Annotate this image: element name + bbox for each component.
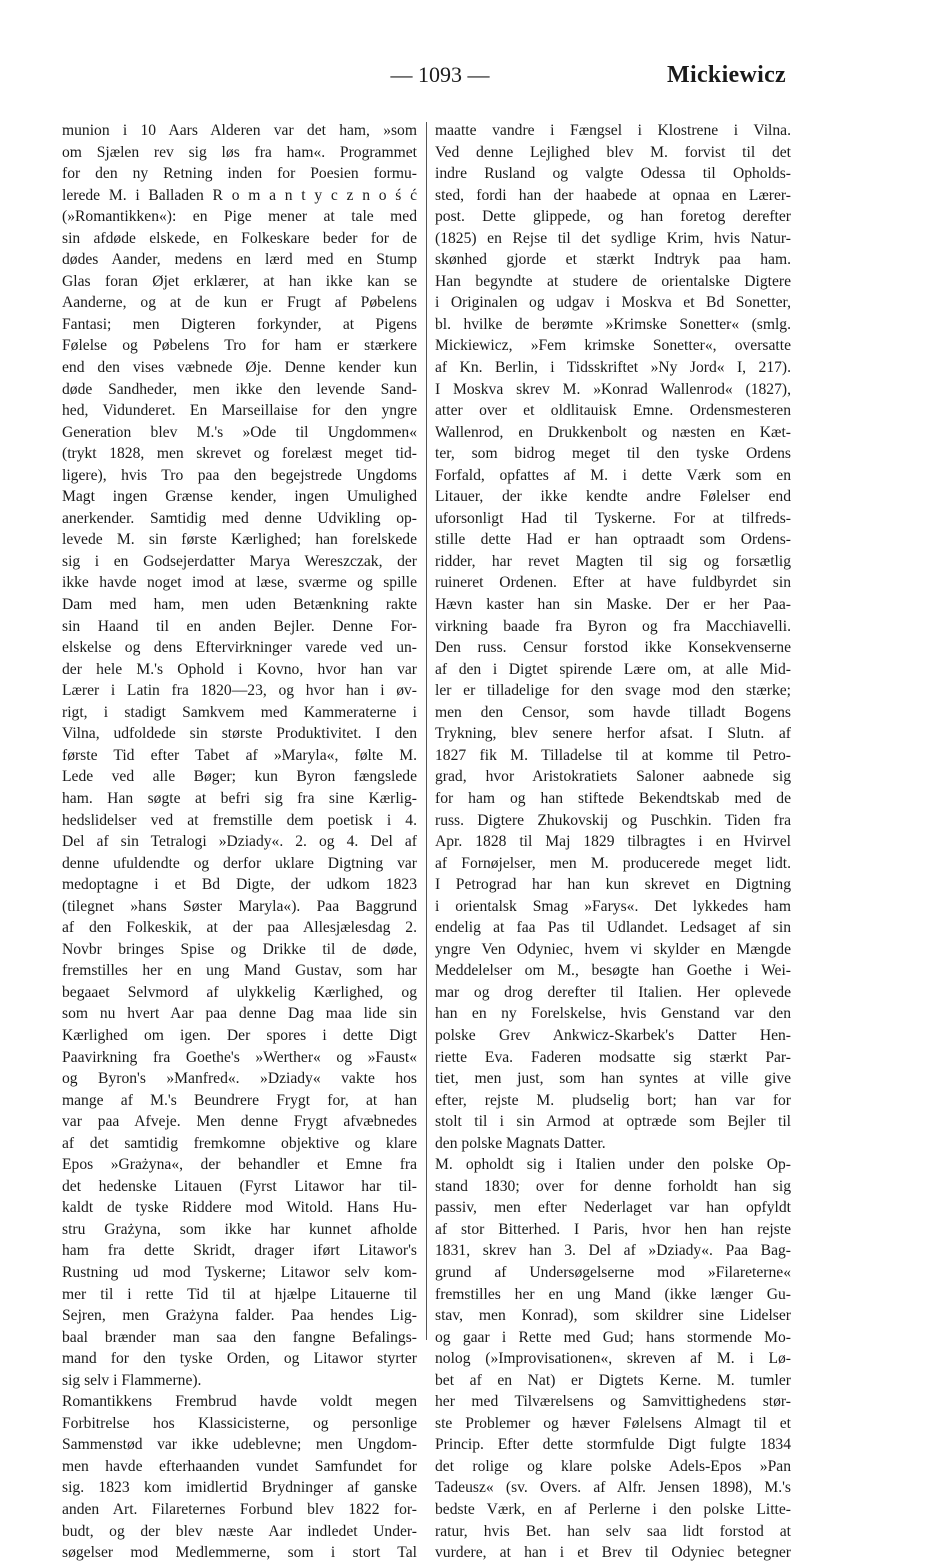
text-line: mar og drog derefter til Italien. Her oplevede: [435, 983, 791, 1001]
text-line: for den ny Retning inden for Poesien formu-: [62, 165, 417, 183]
text-line: mange af M.'s Beundrere Frygt for, at han: [62, 1091, 417, 1109]
page-header: [0, 62, 928, 102]
text-line: Dam med ham, men uden Betænkning rakte: [62, 596, 417, 614]
text-line: (1825) en Rejse til det sydlige Krim, hvis Natur-: [435, 229, 791, 247]
text-line: bedste Værk, en af Perlerne i den polske Litte-: [435, 1501, 791, 1518]
text-line: af det samtidig fremkomne objektive og klare: [62, 1134, 417, 1152]
text-line: baal brænder man saa den fangne Befalings-: [62, 1328, 417, 1346]
text-line: vurdere, at han i et Brev til Odyniec betegner: [435, 1544, 791, 1562]
text-line: maatte vandre i Fængsel i Klostrene i Vilna.: [435, 122, 791, 139]
text-line: sin afdøde elskede, en Folkeskare beder for de: [62, 229, 417, 247]
text-line: men havde efterhaanden vundet Samfundet for: [62, 1457, 417, 1475]
text-line: ikke havde noget imod at læse, sværme og spille: [62, 574, 417, 592]
text-line: Vilna, udfoldede sin største Produktivitet. I den: [62, 725, 417, 743]
text-line: Aanderne, og at de kun er Frugt af Pøbelens: [62, 294, 417, 312]
text-line: Fantasi; men Digteren forkynder, at Pigens: [62, 315, 417, 333]
text-line: virkning baade fra Byron og fra Macchiavelli.: [435, 617, 791, 635]
text-line: medoptagne i et Bd Digte, der udkom 1823: [62, 876, 417, 894]
text-line: efter, rejste M. pludselig bort; han var for: [435, 1091, 791, 1109]
text-line: endelig at faa Pas til Udlandet. Ledsaget af sin: [435, 919, 791, 937]
text-line: lerede M. i Balladen R o m a n t y c z n o ś ć: [62, 186, 417, 204]
text-line: det hedenske Litauen (Fyrst Litawor har til-: [62, 1177, 417, 1195]
text-line: M. opholdt sig i Italien under den polske Op-: [435, 1156, 791, 1174]
text-line: 1831, skrev han 3. Del af »Dziady«. Paa Bag-: [435, 1242, 791, 1260]
text-line: som nu hvert Aar paa denne Dag maa lide sin: [62, 1005, 417, 1023]
text-line: af den i Digtet spirende Lære om, at alle Mid-: [435, 660, 791, 678]
text-line: om Sjælen rev sig løs fra ham«. Programmet: [62, 143, 417, 161]
text-line: var paa Afveje. Men denne Frygt afvæbnedes: [62, 1113, 417, 1131]
text-line: nolog (»Improvisationen«, skreven af M. i Lø-: [435, 1350, 791, 1368]
text-line: 1827 fik M. Tilladelse til at komme til Petro-: [435, 746, 791, 764]
text-line: atter over et oldlitauisk Emne. Ordensmesteren: [435, 402, 791, 420]
text-line: stolt til i sin Armod at optræde som Bejler til: [435, 1113, 791, 1131]
text-line: i orientalsk Smag »Farys«. Det lykkedes ham: [435, 897, 791, 915]
text-line: af den Folkeskik, at der paa Allesjælesdag 2.: [62, 919, 417, 937]
text-line: kaldt de tyske Riddere mod Witold. Hans Hu-: [62, 1199, 417, 1217]
text-line: Forbitrelse hos Klassicisterne, og personlige: [62, 1414, 417, 1432]
text-line: polske Grev Ankwicz-Skarbek's Datter Hen-: [435, 1026, 791, 1044]
text-line: for ham og han stiftede Bekendtskab med de: [435, 789, 791, 807]
text-line: Glas foran Øjet erklærer, at han ikke kan se: [62, 272, 417, 290]
text-line: (tilegnet »hans Søster Maryla«). Paa Baggrund: [62, 897, 417, 915]
text-line: her med Tilværelsens og Samvittighedens stør-: [435, 1393, 791, 1411]
text-line: hed, Vidunderet. En Marseillaise for den yngre: [62, 402, 417, 420]
text-line: Mickiewicz, »Fem krimske Sonetter«, oversatte: [435, 337, 791, 355]
text-line: Den russ. Censur forstod ikke Konsekvenserne: [435, 639, 791, 657]
text-line: denne ufuldendte og derfor uklare Digtning var: [62, 854, 417, 872]
text-line: der hele M.'s Ophold i Kovno, hvor han var: [62, 660, 417, 678]
text-line: Forfald, opfattes af M. i dette Værk som en: [435, 466, 791, 484]
text-line: ligere), hvis Tro paa den begejstrede Ungdoms: [62, 466, 417, 484]
text-line: Generation blev M.'s »Ode til Ungdommen«: [62, 423, 417, 441]
text-line: han en ny Forelskelse, hvis Genstand var den: [435, 1005, 791, 1023]
text-line: første Tid efter Tabet af »Maryla«, følte M.: [62, 746, 417, 764]
text-line: post. Dette glippede, og han foretog derefter: [435, 208, 791, 226]
text-line: Han begyndte at studere de orientalske Digtere: [435, 272, 791, 290]
text-line: fremstilles her en ung Mand Gustav, som har: [62, 962, 417, 980]
text-line: tiet, men just, som han syntes at ville give: [435, 1070, 791, 1088]
text-line: levede M. sin første Kærlighed; han forelskede: [62, 531, 417, 549]
text-line: I Petrograd har han kun skrevet en Digtning: [435, 876, 791, 894]
text-line: Litauer, der ikke kendte andre Følelser end: [435, 488, 791, 506]
text-line: grad, hvor Aristokratiets Saloner aabnede sig: [435, 768, 791, 786]
text-line: bl. hvilke de berømte »Krimske Sonetter« (smlg.: [435, 315, 791, 333]
text-line: Epos »Grażyna«, der behandler et Emne fra: [62, 1156, 417, 1174]
text-line: ridder, har revet Magten til sig og forsætlig: [435, 552, 791, 570]
text-line: Kærlighed om igen. Der spores i dette Digt: [62, 1026, 417, 1044]
text-line: russ. Digtere Zhukovskij og Puschkin. Tiden fra: [435, 811, 791, 829]
left-column: [62, 120, 417, 1564]
text-line: men den Censor, som havde tilladt Bogens: [435, 703, 791, 721]
text-line: det rolige og klare polske Adels-Epos »Pan: [435, 1457, 791, 1475]
text-line: søgelser mod Medlemmerne, som i stort Tal: [62, 1544, 417, 1562]
text-line: riette Eva. Faderen modsatte sig stærkt Par-: [435, 1048, 791, 1066]
text-line: mer til i rette Tid til at hjælpe Litauerne til: [62, 1285, 417, 1303]
text-line: anerkender. Samtidig med denne Udvikling op-: [62, 509, 417, 527]
text-line: og Byron's »Manfred«. »Dziady« vakte hos: [62, 1070, 417, 1088]
text-line: hedslidelser ved at fremstille dem poetisk i 4.: [62, 811, 417, 829]
text-line: og gaar i Rette med Gud; hans stormende Mo-: [435, 1328, 791, 1346]
text-line: anden Art. Filareternes Forbund blev 1822 for-: [62, 1501, 417, 1518]
text-line: ruineret Ordenen. Efter at have fuldbyrdet sin: [435, 574, 791, 592]
text-line: sig i en Godsejerdatter Marya Wereszczak, der: [62, 552, 417, 570]
text-line: sig selv i Flammerne).: [62, 1371, 202, 1389]
text-line: indre Rusland og valgte Odessa til Opholds-: [435, 165, 791, 183]
text-line: grund af Undersøgelserne mod »Filareterne«: [435, 1263, 791, 1281]
text-line: elskelse og dens Eftervirkninger varede ved un-: [62, 639, 417, 657]
text-line: passiv, men efter Nederlaget var han opfyldt: [435, 1199, 791, 1217]
text-line: ham. Han søgte at befri sig fra sine Kærlig-: [62, 789, 417, 807]
text-line: ste Problemer og hæver Følelsens Almagt til et: [435, 1414, 791, 1432]
text-line: bet af en Nat) er Digtets Kerne. M. tumler: [435, 1371, 791, 1389]
text-line: ratur, hvis Bet. han selv saa lidt forstod at: [435, 1522, 791, 1540]
text-line: yngre Ven Odyniec, hvem vi skylder en Mængde: [435, 940, 791, 958]
text-line: Magt ingen Grænse kender, ingen Umulighed: [62, 488, 417, 506]
text-line: Paavirkning fra Goethe's »Werther« og »Faust«: [62, 1048, 417, 1066]
text-line: i Originalen og udgav i Moskva et Bd Sonetter,: [435, 294, 791, 312]
text-line: sig. 1823 kom imidlertid Brydninger af ganske: [62, 1479, 417, 1497]
text-line: Meddelelser om M., besøgte han Goethe i Wei-: [435, 962, 791, 980]
running-head: Mickiewicz: [667, 62, 786, 88]
text-line: Novbr bringes Spise og Drikke til de døde,: [62, 940, 417, 958]
text-line: Lærer i Latin fra 1820—23, og hvor han i øv-: [62, 682, 417, 700]
text-line: Tadeusz« (sv. Overs. af Alfr. Jensen 1898), M.'s: [435, 1479, 791, 1497]
text-line: Lede ved alle Bøger; kun Byron fængslede: [62, 768, 417, 786]
text-line: den polske Magnats Datter.: [435, 1134, 606, 1152]
text-line: Apr. 1828 til Maj 1829 tilbragtes i en Hvirvel: [435, 833, 791, 851]
text-line: af stor Bitterhed. I Paris, hvor hen han rejste: [435, 1220, 791, 1238]
text-line: rigt, i stadigt Samkvem med Kammeraterne i: [62, 703, 417, 721]
text-line: dødes Aander, medens en lærd med en Stump: [62, 251, 417, 269]
text-line: Trykning, blev senere herfor afsat. I Slutn. af: [435, 725, 791, 743]
text-line: Romantikkens Frembrud havde voldt megen: [62, 1393, 417, 1411]
text-line: uforsonligt Had til Tyskerne. For at tilfreds-: [435, 509, 791, 527]
text-line: skønhed gjorde et stærkt Indtryk paa ham.: [435, 251, 791, 269]
column-divider: [426, 122, 427, 1340]
text-line: døde Sandheder, men ikke den levende Sand-: [62, 380, 417, 398]
text-line: af Fornøjelser, men M. producerede meget lidt.: [435, 854, 791, 872]
text-line: Rustning ud mod Tyskerne; Litawor selv kom-: [62, 1263, 417, 1281]
text-line: Wallenrod, en Drukkenbolt og næsten en Kæt-: [435, 423, 791, 441]
text-line: stru Grażyna, som ikke har kunnet afholde: [62, 1220, 417, 1238]
text-line: ler er tilladelige for den svage mod den stærke;: [435, 682, 791, 700]
text-line: Ved denne Lejlighed blev M. forvist til det: [435, 143, 791, 161]
text-line: end den vises væbnede Øje. Denne kender kun: [62, 359, 417, 377]
text-line: I Moskva skrev M. »Konrad Wallenrod« (1827),: [435, 380, 791, 398]
text-line: sin Haand til en anden Bejler. Denne For-: [62, 617, 417, 635]
text-line: stav, men Konrad), som skildrer sine Lidelser: [435, 1307, 791, 1325]
text-line: Princip. Efter dette stormfulde Digt fulgte 1834: [435, 1436, 791, 1454]
page-number: — 1093 —: [390, 62, 490, 87]
text-line: Sejren, men Grażyna falder. Paa hendes Lig-: [62, 1307, 417, 1325]
text-line: af Kn. Berlin, i Tidsskriftet »Ny Jord« I, 217).: [435, 359, 791, 377]
text-line: budt, og der blev næste Aar indledet Under-: [62, 1522, 417, 1540]
text-line: stille dette Had er han optraadt som Ordens-: [435, 531, 791, 549]
text-line: stand 1830; over for denne forholdt han sig: [435, 1177, 791, 1195]
text-line: (trykt 1828, men skrevet og forelæst meget tid-: [62, 445, 417, 463]
text-line: Følelse og Pøbelens Tro for ham er stærkere: [62, 337, 417, 355]
text-line: begaaet Selvmord af ulykkelig Kærlighed, og: [62, 983, 417, 1001]
text-line: (»Romantikken«): en Pige mener at tale med: [62, 208, 417, 226]
text-line: Hævn kaster han sin Maske. Der er her Paa-: [435, 596, 791, 614]
text-line: mand for den tyske Orden, og Litawor styrter: [62, 1350, 417, 1368]
right-column: [435, 120, 791, 1564]
text-line: Sammenstød var ikke udeblevne; men Ungdom-: [62, 1436, 417, 1454]
text-line: fremstilles her en ung Mand (ikke længer Gu-: [435, 1285, 791, 1303]
text-line: ham fra dette Skridt, drager iført Litawor's: [62, 1242, 417, 1260]
text-line: munion i 10 Aars Alderen var det ham, »som: [62, 122, 417, 139]
text-line: sted, fordi han der haabede at opnaa en Lærer-: [435, 186, 791, 204]
text-line: Del af sin Tetralogi »Dziady«. 2. og 4. Del af: [62, 833, 417, 851]
text-line: ter, som bidrog meget til den tyske Ordens: [435, 445, 791, 463]
